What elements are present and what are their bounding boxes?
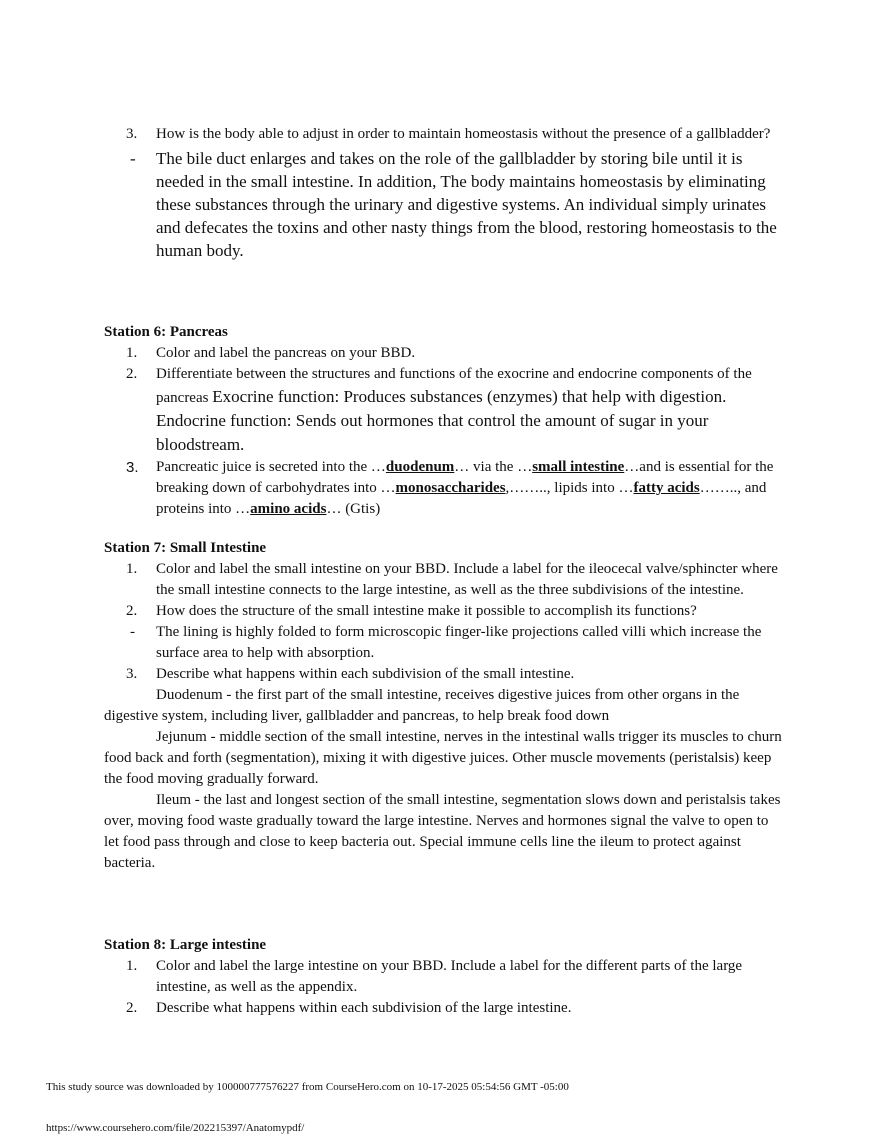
station6-item1-text: Color and label the pancreas on your BBD. [156,345,416,361]
station6-item2-marker: 2. [126,366,138,382]
source-url-link[interactable]: https://www.coursehero.com/file/202215397/Anatomypdf/ [46,1122,305,1134]
station6-item3-c: … via the … [454,459,533,475]
q3-question-text: How is the body able to adjust in order to maintain homeostasis without the presence of a gallbladder? [156,126,771,142]
station7-answer [104,622,784,664]
q3-question [104,124,784,145]
station6-item2 [104,364,784,457]
station8-item2 [104,998,784,1019]
station6-item3-marker: 3. [126,459,139,476]
station6-item1-marker: 1. [126,345,138,361]
station6-item3-i: …….., and proteins into … [156,480,767,517]
station7-answer-marker: - [130,624,135,640]
station6-item3-g: ,…….., lipids into … [505,480,634,496]
q3-marker: 3. [126,126,138,142]
jejunum-paragraph: Jejunum - middle section of the small intestine, nerves in the intestinal walls trigger its muscles to churn food back and forth (segmentation), mixing it with digestive juices. Other muscle movements (peristalsis) keep the food moving gradually forward. [104,729,782,787]
station8-heading: Station 8: Large intestine [104,937,267,953]
q3-answer [104,147,784,262]
ileum-paragraph: Ileum - the last and longest section of the small intestine, segmentation slows down and peristalsis takes over, moving food waste gradually toward the large intestine. Nerves and hormones signal the valve to open to let food pass through and close to keep bacteria out. Special immune cells line the ileum to protect against bacteria. [104,792,781,871]
answer-fatty-acids: fatty acids [633,480,700,496]
station7-item2-text: How does the structure of the small intestine make it possible to accomplish its functions? [156,603,697,619]
station6-block [104,322,784,520]
station8-item1 [104,956,784,998]
answer-monosaccharides: monosaccharides [395,480,506,496]
station6-item3 [104,457,784,520]
station6-item1 [104,343,784,364]
station7-item3-marker: 3. [126,666,138,682]
station7-item1-marker: 1. [126,561,138,577]
station7-item2-marker: 2. [126,603,138,619]
station8-block [104,935,784,1019]
station6-heading: Station 6: Pancreas [104,324,228,340]
station8-item1-marker: 1. [126,958,138,974]
station7-item3 [104,664,784,685]
download-notice: This study source was downloaded by 100000777576227 from CourseHero.com on 10-17-2025 05:54:56 GMT -05:00 [46,1081,569,1093]
station7-answer-text: The lining is highly folded to form microscopic finger-like projections called villi which increase the surface area to help with absorption. [156,624,762,661]
station8-item2-text: Describe what happens within each subdivision of the large intestine. [156,1000,572,1016]
station7-heading: Station 7: Small Intestine [104,540,267,556]
station6-item3-a: Pancreatic juice is secreted into the … [156,459,386,475]
station7-block [104,538,784,874]
station8-item2-marker: 2. [126,1000,138,1016]
station7-item2 [104,601,784,622]
station6-item3-e: …and is essential for the breaking down of carbohydrates into … [156,459,774,496]
q3-answer-marker: - [130,149,136,168]
station6-item2-answer: Exocrine function: Produces substances (enzymes) that help with digestion. Endocrine function: Sends out hormones that control the amount of sugar in your bloodstream. [156,387,727,454]
answer-amino-acids: amino acids [250,501,327,517]
q3-answer-text: The bile duct enlarges and takes on the role of the gallbladder by storing bile until it is needed in the small intestine. In addition, The body maintains homeostasis by eliminating these substances through the urinary and digestive systems. An individual simply urinates and defecates the toxins and other nasty things from the blood, restoring homeostasis to the human body. [156,149,777,260]
duodenum-paragraph: Duodenum - the first part of the small intestine, receives digestive juices from other organs in the digestive system, including liver, gallbladder and pancreas, to help break food down [104,687,740,724]
q3-block [104,124,784,262]
station6-item3-k: … (Gtis) [326,501,381,517]
station6-item2-text: Differentiate between the structures and functions of the exocrine and endocrine components of the pancreas [156,366,752,406]
station7-item3-text: Describe what happens within each subdivision of the small intestine. [156,666,575,682]
answer-duodenum: duodenum [385,459,455,475]
station7-item1-text: Color and label the small intestine on your BBD. Include a label for the ileocecal valve/sphincter where the small intestine connects to the large intestine, as well as the three subdivisions of the intestine. [156,561,778,598]
answer-small-intestine: small intestine [532,459,625,475]
station8-item1-text: Color and label the large intestine on your BBD. Include a label for the different parts of the large intestine, as well as the appendix. [156,958,743,995]
station7-item1 [104,559,784,601]
